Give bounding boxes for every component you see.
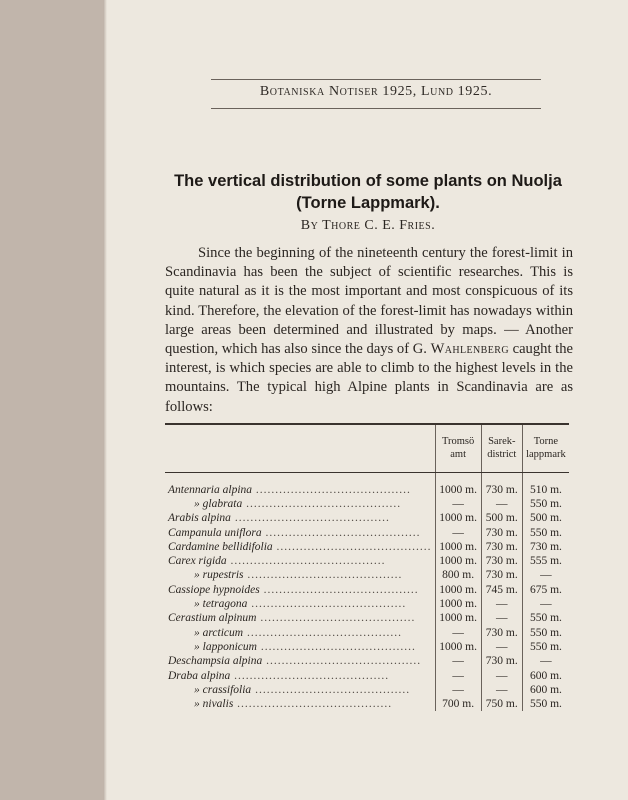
leader-dots: ........................................ <box>262 655 422 668</box>
leader-dots: ........................................ <box>230 669 390 682</box>
tromso-value: 1000 m. <box>435 511 481 525</box>
table-row <box>165 583 569 597</box>
table-row <box>165 483 569 497</box>
species-cell <box>165 511 435 525</box>
table-row <box>165 497 569 511</box>
leader-dots: ........................................ <box>251 683 411 696</box>
species-cell <box>165 554 435 568</box>
tromso-value: — <box>435 668 481 682</box>
running-head: Botaniska Notiser 1925, Lund 1925. <box>259 84 493 99</box>
species-cell <box>165 625 435 639</box>
tromso-value: — <box>435 654 481 668</box>
leader-dots: ........................................ <box>261 526 421 539</box>
torne-value: 550 m. <box>522 611 569 625</box>
sarek-value: 730 m. <box>481 625 522 639</box>
table-row <box>165 611 569 625</box>
table-body <box>165 472 569 711</box>
sarek-value: 730 m. <box>481 554 522 568</box>
tromso-value: 1000 m. <box>435 540 481 554</box>
species-name: » crassifolia <box>194 683 252 696</box>
leader-dots: ........................................ <box>233 698 393 711</box>
torne-value: 550 m. <box>522 497 569 511</box>
species-cell <box>165 640 435 654</box>
sarek-value: 730 m. <box>481 568 522 582</box>
tromso-value: 1000 m. <box>435 640 481 654</box>
torne-value: 500 m. <box>522 511 569 525</box>
sarek-value: — <box>481 611 522 625</box>
author-name-wahlenberg: Wahlenberg <box>430 341 509 358</box>
species-cell <box>165 611 435 625</box>
species-cell <box>165 583 435 597</box>
sarek-value: — <box>481 668 522 682</box>
header-species <box>165 424 435 472</box>
sarek-value: 750 m. <box>481 697 522 711</box>
leader-dots: ........................................ <box>242 497 402 510</box>
table-row <box>165 511 569 525</box>
table-row <box>165 668 569 682</box>
tromso-value: 1000 m. <box>435 611 481 625</box>
torne-value: 510 m. <box>522 483 569 497</box>
leader-dots: ........................................ <box>272 540 432 553</box>
page <box>103 0 628 800</box>
species-name: Draba alpina <box>168 669 231 682</box>
table-row <box>165 568 569 582</box>
table-row <box>165 525 569 539</box>
leader-dots: ........................................ <box>252 483 411 496</box>
table-row <box>165 640 569 654</box>
torne-value: — <box>522 597 569 611</box>
table-row <box>165 597 569 611</box>
torne-value: 600 m. <box>522 668 569 682</box>
sarek-value: — <box>481 497 522 511</box>
table-row <box>165 654 569 668</box>
species-cell <box>165 497 435 511</box>
sarek-value: 730 m. <box>481 483 522 497</box>
tromso-value: 1000 m. <box>435 597 481 611</box>
species-name: Cassiope hypnoides <box>168 583 260 596</box>
tromso-value: — <box>435 525 481 539</box>
table-row <box>165 554 569 568</box>
torne-value: 550 m. <box>522 625 569 639</box>
species-name: Campanula uniflora <box>168 526 262 539</box>
leader-dots: ........................................ <box>256 640 416 653</box>
article-byline: By Thore C. E. Fries. <box>300 218 436 233</box>
species-name: » tetragona <box>194 598 248 611</box>
header-torne: Torne lappmark <box>522 424 569 472</box>
article-title: The vertical distribution of some plants on Nuolja (Torne Lappmark). <box>174 172 562 212</box>
species-name: » rupestris <box>194 569 244 582</box>
tromso-value: — <box>435 497 481 511</box>
sarek-value: — <box>481 597 522 611</box>
species-name: » nivalis <box>194 698 234 711</box>
header-rule-bottom <box>211 108 541 109</box>
book-spine <box>0 0 103 800</box>
species-name: » arcticum <box>194 626 244 639</box>
header-rule-top <box>211 79 541 80</box>
torne-value: — <box>522 654 569 668</box>
table-row <box>165 683 569 697</box>
leader-dots: ........................................ <box>256 612 416 625</box>
species-cell <box>165 483 435 497</box>
table-row <box>165 540 569 554</box>
tromso-value: 700 m. <box>435 697 481 711</box>
header-tromso: Tromsö amt <box>435 424 481 472</box>
species-name: » glabrata <box>194 497 243 510</box>
header-sarek: Sarek-district <box>481 424 522 472</box>
leader-dots: ........................................ <box>247 598 407 611</box>
species-cell <box>165 654 435 668</box>
leader-dots: ........................................ <box>259 583 419 596</box>
tromso-value: 1000 m. <box>435 554 481 568</box>
tromso-value: 1000 m. <box>435 583 481 597</box>
leader-dots: ........................................ <box>230 512 390 525</box>
species-cell <box>165 525 435 539</box>
sarek-value: 745 m. <box>481 583 522 597</box>
species-cell <box>165 540 435 554</box>
torne-value: 675 m. <box>522 583 569 597</box>
page-edge-shadow <box>103 0 107 800</box>
leader-dots: ........................................ <box>243 626 402 639</box>
tromso-value: — <box>435 683 481 697</box>
paragraph-text-1: Since the beginning of the nineteenth century the forest-limit in Scandinavia has been the subject of scientific researches. This is quite natural as it is the most important and most conspicuous of its kind. Therefore, the elevation of the forest-limit has nowadays within large areas been determined and illustrated by maps. — Another question, which has also since the days of G. <box>165 245 573 358</box>
species-name: Deschampsia alpina <box>168 655 263 668</box>
tromso-value: — <box>435 625 481 639</box>
torne-value: 550 m. <box>522 697 569 711</box>
sarek-value: 730 m. <box>481 540 522 554</box>
torne-value: 550 m. <box>522 640 569 654</box>
sarek-value: 500 m. <box>481 511 522 525</box>
species-cell <box>165 697 435 711</box>
sarek-value: 730 m. <box>481 654 522 668</box>
species-name: Cardamine bellidifolia <box>168 540 273 553</box>
table-row <box>165 697 569 711</box>
species-cell <box>165 568 435 582</box>
torne-value: 555 m. <box>522 554 569 568</box>
sarek-value: 730 m. <box>481 525 522 539</box>
table-row <box>165 625 569 639</box>
torne-value: 550 m. <box>522 525 569 539</box>
species-name: » lapponicum <box>194 640 257 653</box>
table-spacer-row <box>165 472 569 483</box>
torne-value: — <box>522 568 569 582</box>
tromso-value: 1000 m. <box>435 483 481 497</box>
species-cell <box>165 668 435 682</box>
sarek-value: — <box>481 640 522 654</box>
intro-paragraph <box>165 244 573 417</box>
torne-value: 730 m. <box>522 540 569 554</box>
species-name: Cerastium alpinum <box>168 612 257 625</box>
torne-value: 600 m. <box>522 683 569 697</box>
species-cell <box>165 597 435 611</box>
species-name: Antennaria alpina <box>168 483 253 496</box>
tromso-value: 800 m. <box>435 568 481 582</box>
altitude-table <box>165 423 569 711</box>
species-name: Arabis alpina <box>168 512 231 525</box>
sarek-value: — <box>481 683 522 697</box>
table-header-row <box>165 424 569 472</box>
species-name: Carex rigida <box>168 555 227 568</box>
leader-dots: ........................................ <box>226 555 386 568</box>
paragraph-text-2: caught the interest, is which species are able to climb to the highest levels in the mountains. The typical high Alpine plants in Scandinavia are as follows: <box>165 341 573 415</box>
species-cell <box>165 683 435 697</box>
leader-dots: ........................................ <box>243 569 403 582</box>
